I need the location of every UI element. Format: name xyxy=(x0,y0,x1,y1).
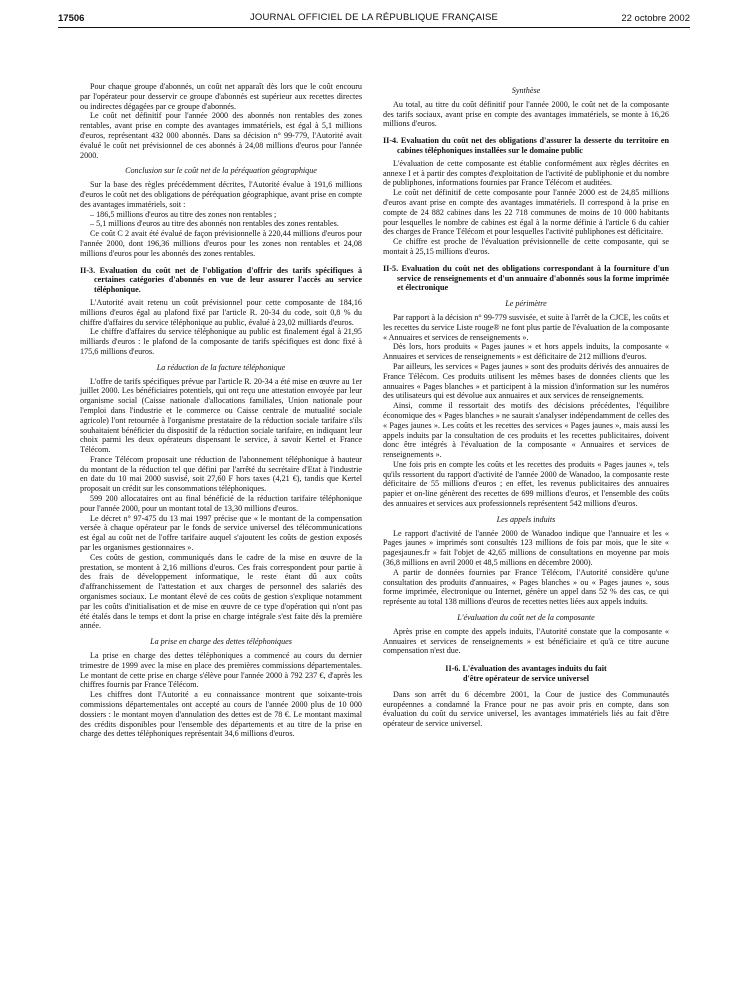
paragraph: Dans son arrêt du 6 décembre 2001, la Cour de justice des Communautés européennes a condamné la France pour ne pas avoir pris en compte, dans son évaluation du coût du service universel, les avantages immatériels liés au fait d'être opérateur de service universel. xyxy=(383,689,669,729)
paragraph: L'offre de tarifs spécifiques prévue par l'article R. 20-34 a été mise en œuvre au 1er juillet 2000. Les bénéficiaires potentiels, qui ont reçu une attestation envoyée par leur organisme social (Caisse nationale d'allocations familiales, Union nationale pour l'emploi dans l'industrie et le commerce ou Caisse centrale de mutualité sociale agricole) l'ont retournée à l'organisme prestataire de la réduction sociale tarifaire s'ils souhaitaient bénéficier du dispositif de la réduction sociale tarifaire, en indiquant leur choix parmi les deux opérateurs dispensant le service, à savoir Kertel et France Télécom. xyxy=(80,376,362,455)
section-heading xyxy=(397,664,655,684)
paragraph: Le coût net définitif pour l'année 2000 des abonnés non rentables des zones rentables, avant prise en compte des avantages immatériels, est égal à 5,1 millions d'euros, représentant 432 000 abonnés. Dans sa décision n° 99-779, l'Autorité avait évalué le coût net prévisionnel de ces abonnés à 24,08 millions d'euros pour l'année 2000. xyxy=(80,111,362,160)
paragraph: Une fois pris en compte les coûts et les recettes des produits « Pages jaunes », tels qu'ils ressortent du rapport d'activité de l'année 2000 de Wanadoo, la composante reste déficitaire de 55 millions d'euros ; en effet, les revenus publicitaires des annuaires papier et on-line génèrent des recettes de 699 millions d'euros, et l'ensemble des coûts des annuaires et services aux professionnels représentent 542 millions d'euros. xyxy=(383,459,669,509)
page-header xyxy=(58,10,690,26)
paragraph: France Télécom proposait une réduction de l'abonnement téléphonique à hauteur du montant de la réduction tel que défini par l'arrêté du secrétaire d'Etat à l'industrie en date du 10 mai 2000 susvisé, soit 27,60 F hors taxes (4,21 €), tandis que Kertel proposait un crédit sur les consommations téléphoniques. xyxy=(80,454,362,494)
paragraph: Par rapport à la décision n° 99-779 susvisée, et suite à l'arrêt de la CJCE, les coûts et les recettes du service Liste rouge® ne font plus partie de l'évaluation de la composante « Annuaires et services de renseignements ». xyxy=(383,312,669,342)
bullet-list xyxy=(80,210,362,230)
paragraph: 599 200 allocataires ont au final bénéficié de la réduction tarifaire téléphonique pour l'année 2000, pour un montant total de 13,30 millions d'euros. xyxy=(80,494,362,513)
section-title: Evaluation du coût net de l'obligation d'offrir des tarifs spécifiques à certaines catégories d'abonnés en vue de leur assurer l'accès au service téléphonique. xyxy=(94,265,363,295)
subsection-title: Synthèse xyxy=(511,86,541,95)
section-title: Evaluation du coût net des obligations correspondant à la fourniture d'un service de renseignements et d'un annuaire d'abonnés sous la forme imprimée et électronique xyxy=(397,263,670,293)
paragraph: Par ailleurs, les services « Pages jaunes » sont des produits dérivés des annuaires de France Télécom. Ces produits utilisent les mêmes bases de données clients que les annuaires « Pages blanches » et participent à la mission d'information sur les numéros des utilisateurs qui est dévolue aux annuaires et aux services de renseignements. xyxy=(383,361,669,401)
header-rule xyxy=(58,27,690,28)
left-column xyxy=(80,82,362,739)
paragraph: Le coût net définitif de cette composante pour l'année 2000 est de 24,85 millions d'euros avant prise en compte des avantages immatériels. Il correspond à la prise en compte de 24 882 cabines dans les 22 718 communes de moins de 10 000 habitants pour lesquelles le nombre de cabines est égal à la norme définie à l'article 6 du cahier des charges de France Télécom et pour lesquelles l'activité publiphones est déficitaire. xyxy=(383,188,669,237)
paragraph: Le décret n° 97-475 du 13 mai 1997 précise que « le montant de la compensation versée à chaque opérateur par le fonds de service universel des télécommunications est égal au coût net de l'offre tarifaire auquel s'ajoutent les coûts de gestion exposés par les organismes gestionnaires ». xyxy=(80,513,362,553)
paragraph: Les chiffres dont l'Autorité a eu connaissance montrent que soixante-trois commissions départementales ont accepté au cours de l'année 2000 plus de 10 000 dossiers : le montant moyen d'annulation des dettes est de 78 €. Le montant maximal des crédits disponibles pour l'ensemble des départements et au titre de la prise en charge des dettes téléphoniques représentait 34,6 millions d'euros. xyxy=(80,690,362,739)
list-item: – 5,1 millions d'euros au titre des abonnés non rentables des zones rentables. xyxy=(90,219,339,229)
paragraph: Dès lors, hors produits « Pages jaunes » et hors appels induits, la composante « Annuaires et services de renseignements » est déficitaire de 212 millions d'euros. xyxy=(383,342,669,362)
section-title: Evaluation du coût net des obligations d'assurer la desserte du territoire en cabines téléphoniques installées sur le domaine public xyxy=(397,136,670,155)
section-number: II-3. xyxy=(80,265,96,275)
paragraph: Le chiffre d'affaires du service téléphonique au public est finalement égal à 21,95 milliards d'euros : le plafond de la composante de tarifs spécifiques est donc fixé à 175,6 millions d'euros. xyxy=(80,327,362,356)
paragraph: Ce chiffre est proche de l'évaluation prévisionnelle de cette composante, qui se montait à 25,15 millions d'euros. xyxy=(383,237,669,256)
section-heading xyxy=(80,266,362,295)
subsection-title: Les appels induits xyxy=(496,514,556,524)
subsection-title: L'évaluation du coût net de la composante xyxy=(457,613,595,623)
section-number: II-4. xyxy=(383,136,399,146)
section-heading xyxy=(383,264,669,293)
paragraph: Au total, au titre du coût définitif pour l'année 2000, le coût net de la composante des tarifs sociaux, avant prise en compte des avantages immatériels, se monte à 16,26 millions d'euros. xyxy=(383,99,669,129)
subsection-title: Le périmètre xyxy=(505,299,547,309)
paragraph: La prise en charge des dettes téléphoniques a commencé au cours du dernier trimestre de 1999 avec la mise en place des premières commissions départementales. Le montant de cette prise en charge s'élève pour l'année 2000 à 792 237 €, d'après les chiffres fournis par France Télécom. xyxy=(80,651,362,690)
publication-date: 22 octobre 2002 xyxy=(621,13,690,24)
paragraph: A partir de données fournies par France Télécom, l'Autorité considère qu'une consultation des produits d'annuaires, « Pages blanches » ou « Pages jaunes », sous forme imprimée, électronique ou Internet, génère un appel dans 52 % des cas, ce qui représente au total 138 millions d'euros de recettes nettes liées aux appels induits. xyxy=(383,567,669,607)
subsection-title: Conclusion sur le coût net de la péréquation géographique xyxy=(125,166,317,176)
page-number: 17506 xyxy=(58,13,85,24)
paragraph: Pour chaque groupe d'abonnés, un coût net apparaît dès lors que le coût encouru par l'opérateur pour desservir ce groupe d'abonnés est supérieur aux recettes directes ou indirectes dégagées par ce groupe d'abonnés. xyxy=(80,82,362,111)
subsection-title: La réduction de la facture téléphonique xyxy=(156,362,286,372)
subsection-title: La prise en charge des dettes téléphoniques xyxy=(150,637,292,647)
paragraph: L'Autorité avait retenu un coût prévisionnel pour cette composante de 184,16 millions d'euros égal au plafond fixé par l'article R. 20-34 du code, soit 0,8 % du chiffre d'affaires du service téléphonique au public, évalué à 23,02 milliards d'euros. xyxy=(80,297,362,327)
section-title-line: d'être opérateur de service universel xyxy=(462,674,590,684)
paragraph: Après prise en compte des appels induits, l'Autorité constate que la composante « Annuaires et services de renseignements » est bénéficiaire et qu'à ce titre aucune compensation n'est due. xyxy=(383,626,669,656)
paragraph: Ces coûts de gestion, communiqués dans le cadre de la mise en œuvre de la prestation, se montent à 2,16 millions d'euros. Ces frais correspondent pour partie à des frais de développement informatique, le reste étant dû aux coûts d'affranchissement de l'attestation et aux charges de personnel des salariés des organismes sociaux. Le montant élevé de ces coûts de gestion s'explique notamment par les coûts d'initialisation et de mise en œuvre de ce type d'opération qui n'ont pas été étalés dans le temps et dont la prise en charge intégrale s'est faite dès la première année. xyxy=(80,552,362,631)
list-item: – 186,5 millions d'euros au titre des zones non rentables ; xyxy=(90,209,277,219)
paragraph: Ce coût C 2 avait été évalué de façon prévisionnelle à 220,44 millions d'euros pour l'année 2000, dont 196,36 millions d'euros pour les zones non rentables et 24,08 millions d'euros pour les abonnés des zones rentables. xyxy=(80,229,362,258)
section-title-line: II-6. L'évaluation des avantages induits du fait xyxy=(445,664,607,674)
journal-title: JOURNAL OFFICIEL DE LA RÉPUBLIQUE FRANÇAISE xyxy=(249,12,499,23)
right-column xyxy=(383,86,669,729)
paragraph: Sur la base des règles précédemment décrites, l'Autorité évalue à 191,6 millions d'euros le coût net des obligations de péréquation géographique, avant prise en compte des avantages immatériels, soit : xyxy=(80,180,362,209)
paragraph: Le rapport d'activité de l'année 2000 de Wanadoo indique que l'annuaire et les « Pages jaunes » imprimés sont consultés 123 millions de fois par mois, que le site « pagesjaunes.fr » fait l'objet de 42,65 millions de consultations en moyenne par mois (36,8 millions en avril 2000 et 48,5 millions en décembre 2000). xyxy=(383,528,669,568)
section-number: II-5. xyxy=(383,263,399,273)
section-heading xyxy=(383,136,669,156)
paragraph: L'évaluation de cette composante est établie conformément aux règles décrites en annexe I et à partir des comptes d'exploitation de l'activité de publiphonie et du nombre de publiphones, informations fournies par France Télécom et auditées. xyxy=(383,158,669,188)
paragraph: Ainsi, comme il ressortait des motifs des décisions précédentes, l'équilibre économique des « Pages blanches » ne saurait s'analyser indépendamment de celles des « Pages jaunes ». Les coûts et les recettes des services « Pages jaunes », mais aussi les appels induits par la consultation de ces produits et les recettes publicitaires, doivent donc être intégrés à l'évaluation de la composante « Annuaires et services de renseignements ». xyxy=(383,401,669,460)
